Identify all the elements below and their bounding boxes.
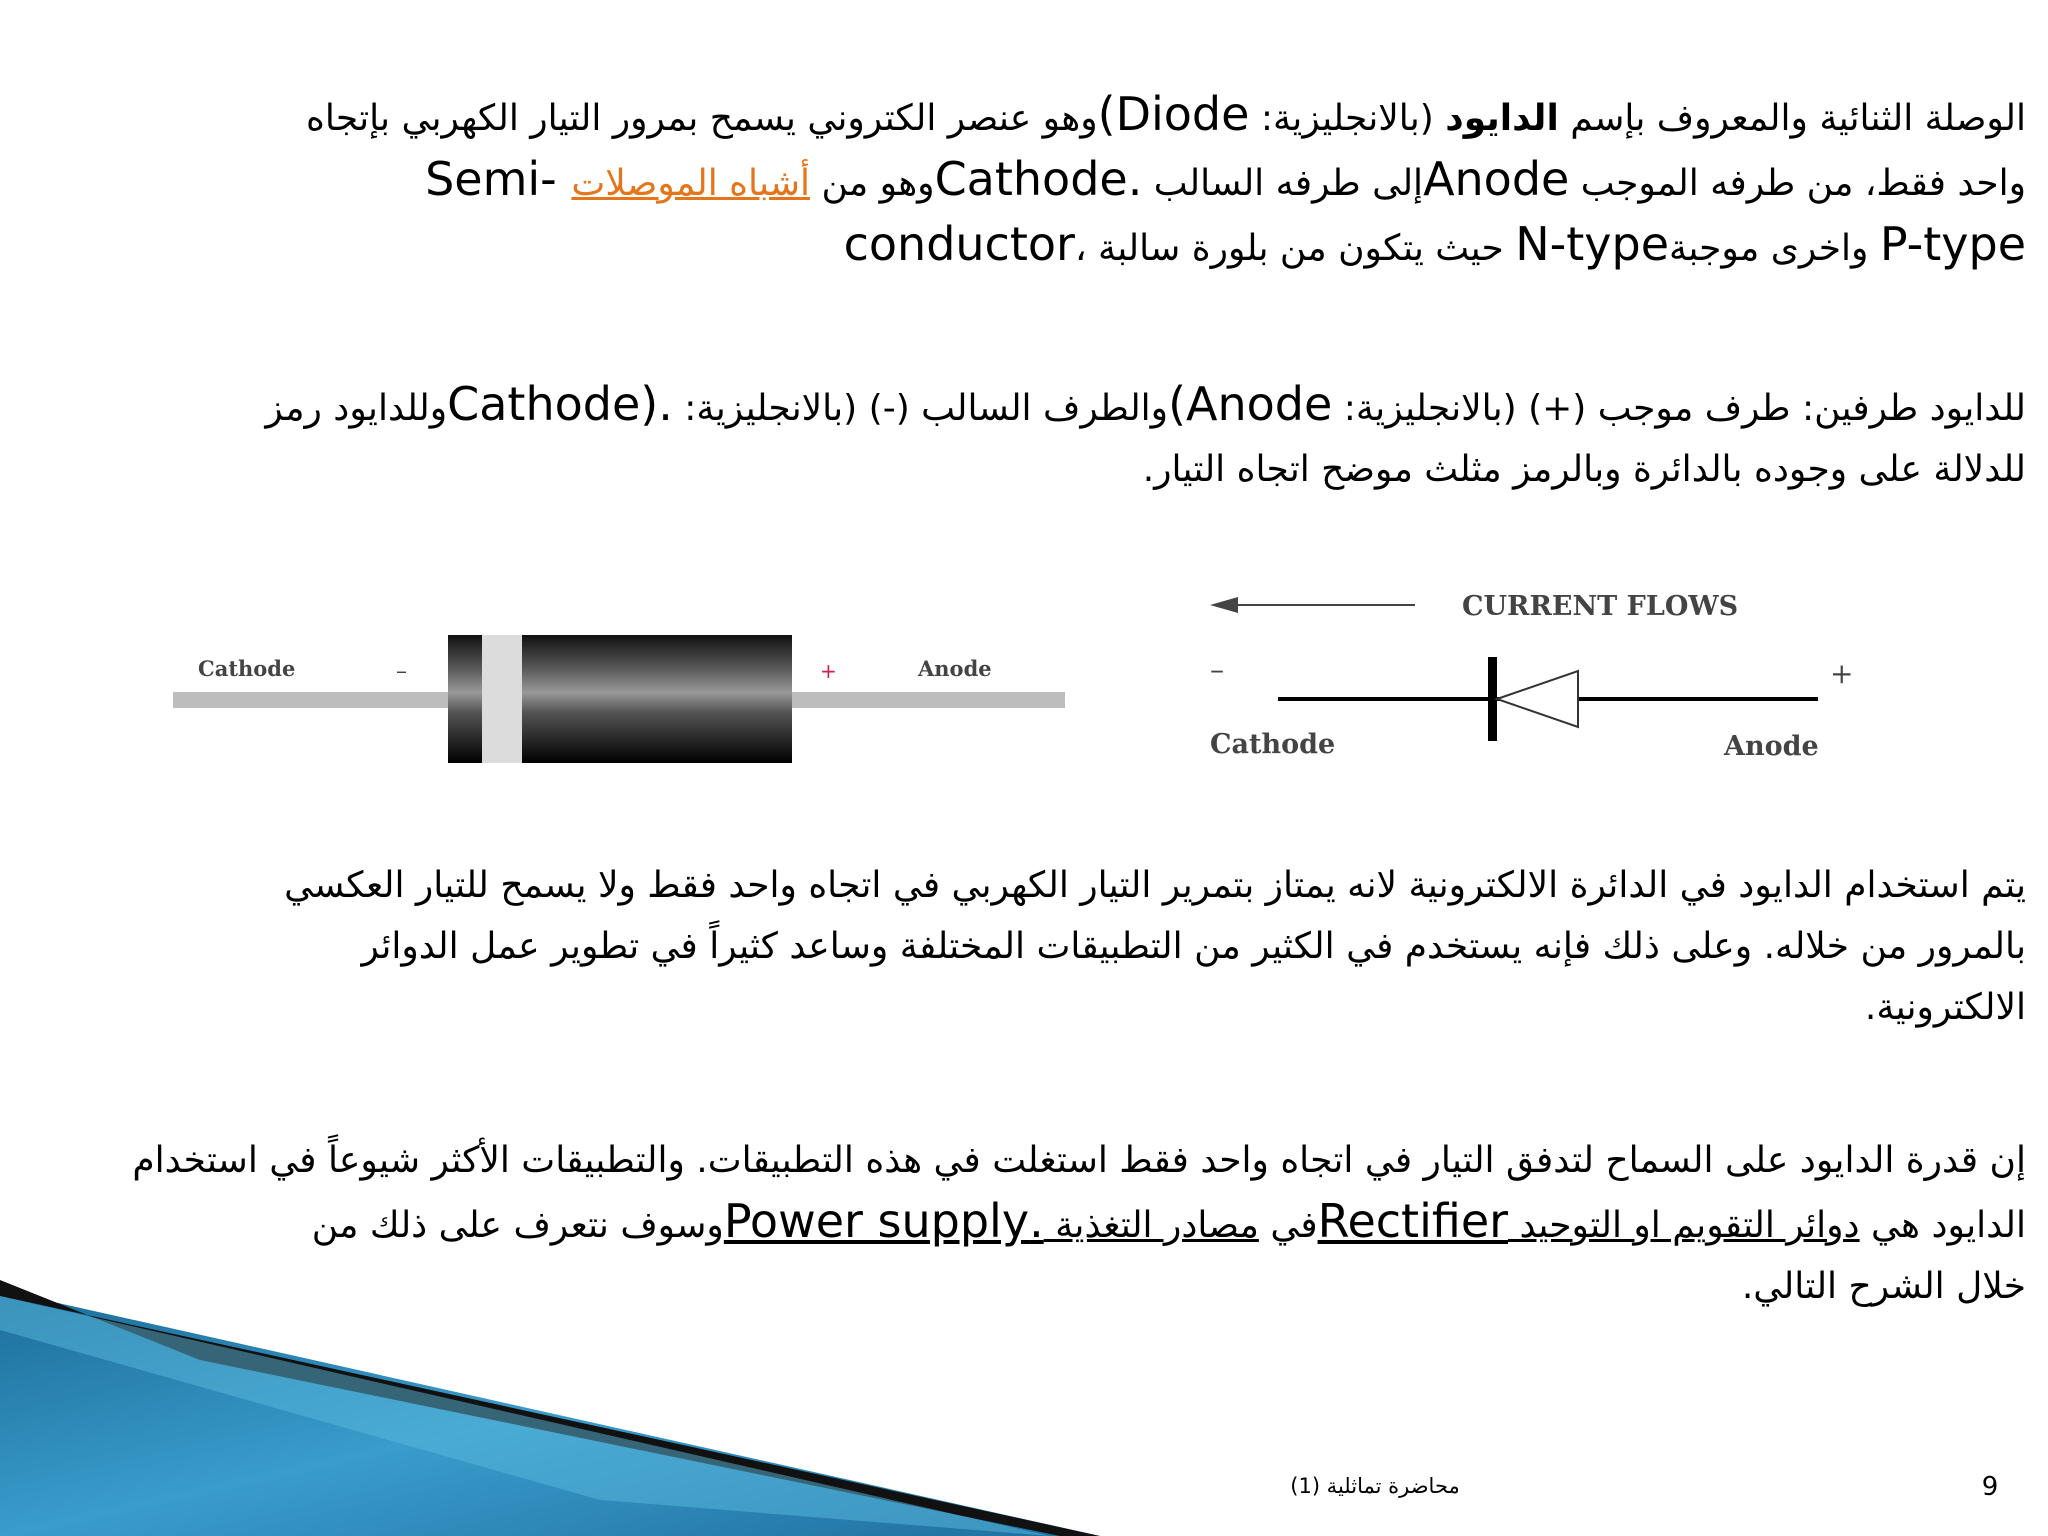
diode-physical-figure xyxy=(170,620,1070,780)
text-segment: الدايود هي xyxy=(1859,1205,2026,1246)
plus-sign: + xyxy=(820,659,837,683)
paragraph2-line2: للدلالة على وجوده بالدائرة وبالرمز مثلث موضح اتجاه التيار. xyxy=(1142,449,2026,490)
latin-term-cathode: .Cathode xyxy=(934,152,1143,206)
text-segment: وهو عنصر الكتروني يسمح بمرور التيار الكهربي بإتجاه xyxy=(306,98,1098,139)
latin-term-anode: Anode xyxy=(1423,152,1570,206)
paragraph1-line3 xyxy=(28,214,2026,279)
text-segment: والطرف السالب (-) (بالانجليزية: xyxy=(672,388,1169,429)
latin-term-diode: Diode) xyxy=(1097,87,1250,141)
page-number: 9 xyxy=(1981,1472,1999,1502)
paragraph4-line2 xyxy=(28,1191,2026,1256)
anode-label: Anode xyxy=(1724,731,1819,762)
blue-swoosh xyxy=(0,1290,1100,1536)
latin-term-anode: Anode) xyxy=(1168,377,1333,431)
latin-term-ptype: P-type xyxy=(1879,217,2026,271)
diode-body xyxy=(522,635,792,763)
underlined-rectifier-circuits: دوائر التقويم او التوحيد xyxy=(1508,1205,1860,1246)
cathode-label: Cathode xyxy=(198,656,296,681)
text-segment: واخرى موجبة xyxy=(1669,228,1880,269)
paragraph3-line1: يتم استخدام الدايود في الدائرة الالكترونية لانه يمتاز بتمرير التيار الكهربي في اتجاه واحد فقط ولا يسمح للتيار العكسي xyxy=(284,865,2026,906)
cathode-label: Cathode xyxy=(1210,729,1336,760)
text-segment: للدايود طرفين: طرف موجب (+) (بالانجليزية: xyxy=(1332,388,2026,429)
paragraph-diode-usage xyxy=(28,855,2026,1038)
latin-term-semi: -Semi xyxy=(425,152,572,206)
footer-lecture-title: محاضرة تماثلية (1) xyxy=(1290,1474,1460,1498)
latin-term-rectifier: Rectifier xyxy=(1317,1194,1509,1248)
current-flows-label: CURRENT FLOWS xyxy=(1462,591,1739,622)
text-segment: وسوف نتعرف على ذلك من xyxy=(311,1205,724,1246)
text-segment: إلى طرفه السالب xyxy=(1142,163,1424,204)
paragraph3-line3: الالكترونية. xyxy=(1864,987,2026,1028)
diode-body-left xyxy=(448,635,482,763)
diode-symbol-figure xyxy=(1190,575,1890,775)
decorative-corner-swoosh xyxy=(0,1270,1100,1536)
text-segment: (بالانجليزية: xyxy=(1249,98,1446,139)
text-segment: ، حيث يتكون من بلورة سالبة xyxy=(1074,228,1516,269)
semiconductors-link[interactable]: أشباه الموصلات xyxy=(571,163,811,204)
latin-term-cathode: .(Cathode xyxy=(447,377,673,431)
minus-sign: – xyxy=(1210,653,1224,686)
paragraph2-line1 xyxy=(28,374,2026,439)
text-segment: الوصلة الثنائية والمعروف بإسم xyxy=(1558,98,2026,139)
paragraph4-line1: إن قدرة الدايود على السماح لتدفق التيار في اتجاه واحد فقط استغلت في هذه التطبيقات. والتطبيقات الأكثر شيوعاً في استخدام xyxy=(132,1140,2026,1181)
paragraph3-line2: بالمرور من خلاله. وعلى ذلك فإنه يستخدم في الكثير من التطبيقات المختلفة وساعد كثيراً في تطوير عمل الدوائر xyxy=(361,926,2026,967)
paragraph1-line1 xyxy=(28,84,2026,149)
text-segment: واحد فقط، من طرفه الموجب xyxy=(1569,163,2026,204)
latin-term-power-supply: .Power supply xyxy=(723,1194,1044,1248)
anode-label: Anode xyxy=(918,656,992,681)
latin-term-ntype: N-type xyxy=(1515,217,1670,271)
text-segment: في xyxy=(1258,1205,1318,1246)
minus-sign: – xyxy=(396,659,407,684)
diode-triangle xyxy=(1497,671,1578,727)
paragraph1-line2 xyxy=(28,149,2026,214)
paragraph-diode-terminals xyxy=(28,374,2026,500)
bold-term-diode: الدايود xyxy=(1445,98,1559,139)
paragraph-diode-definition xyxy=(28,84,2026,279)
current-arrow-head xyxy=(1210,597,1238,613)
plus-sign: + xyxy=(1830,657,1854,690)
underlined-power-sources: مصادر التغذية xyxy=(1043,1205,1259,1246)
latin-term-conductor: conductor xyxy=(843,217,1075,271)
text-segment: وللدايود رمز xyxy=(265,388,448,429)
text-segment: وهو من xyxy=(810,163,935,204)
paragraph4-line3: خلال الشرح التالي. xyxy=(1741,1266,2026,1307)
cathode-band xyxy=(482,635,522,763)
